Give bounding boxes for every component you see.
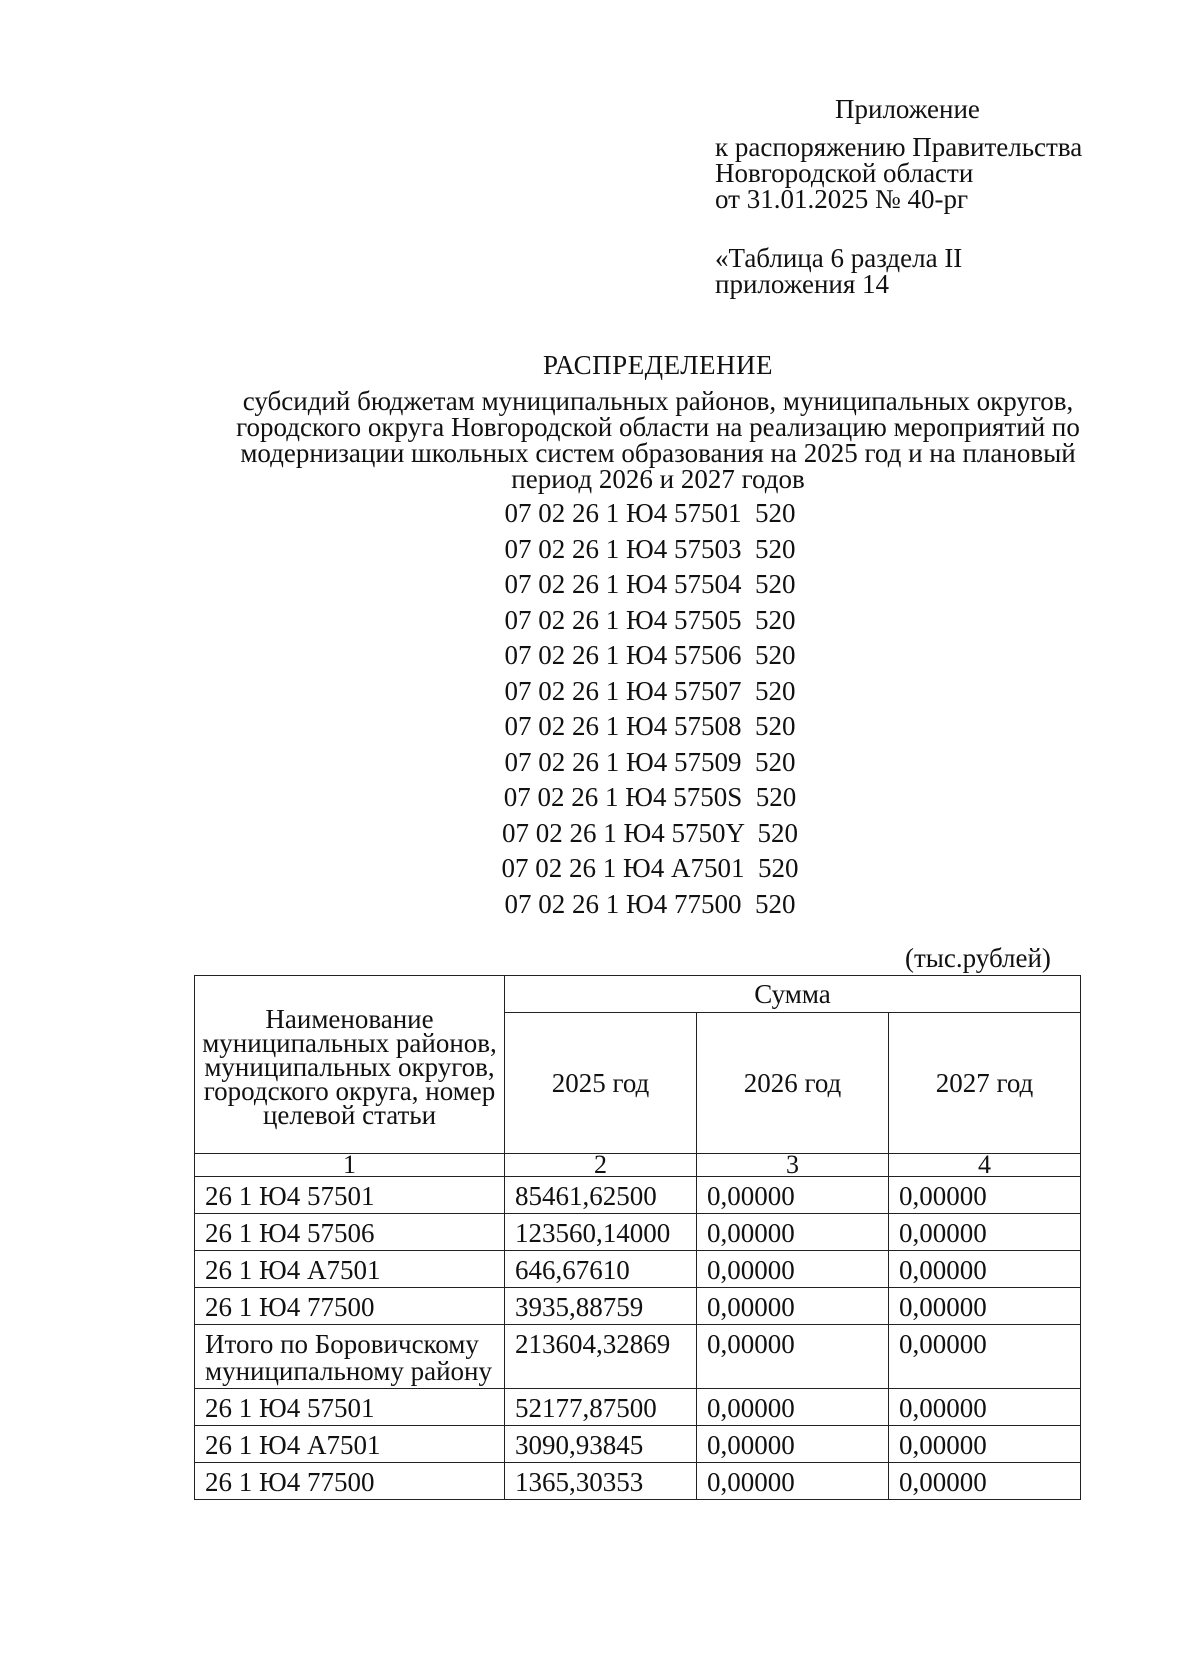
table-reference-line: «Таблица 6 раздела II — [715, 243, 963, 273]
budget-code: 07 02 26 1 Ю4 5750S 520 — [503, 782, 797, 812]
header-year-2026: 2026 год — [697, 1013, 889, 1154]
appendix-block — [715, 96, 1135, 212]
value-2027: 0,00000 — [889, 1426, 1081, 1463]
row-name: 26 1 Ю4 57501 — [195, 1389, 505, 1426]
value-2027: 0,00000 — [889, 1177, 1081, 1214]
row-name: 26 1 Ю4 77500 — [195, 1288, 505, 1325]
table-row — [195, 1251, 1081, 1288]
budget-code: 07 02 26 1 Ю4 77500 520 — [504, 888, 796, 919]
appendix-line: к распоряжению Правительства — [715, 132, 1083, 162]
value-2025: 213604,32869 — [505, 1325, 697, 1389]
column-number: 1 — [195, 1154, 505, 1177]
value-2027: 0,00000 — [889, 1214, 1081, 1251]
value-2025: 123560,14000 — [505, 1214, 697, 1251]
header-year-2025: 2025 год — [505, 1013, 697, 1154]
column-number: 3 — [697, 1154, 889, 1177]
budget-code: 07 02 26 1 Ю4 57505 520 — [504, 604, 796, 635]
header-sum: Сумма — [505, 976, 1081, 1013]
value-2025: 646,67610 — [505, 1251, 697, 1288]
value-2027: 0,00000 — [889, 1325, 1081, 1389]
row-name: 26 1 Ю4 57501 — [195, 1177, 505, 1214]
value-2027: 0,00000 — [889, 1463, 1081, 1500]
row-name: 26 1 Ю4 А7501 — [195, 1426, 505, 1463]
value-2027: 0,00000 — [889, 1288, 1081, 1325]
budget-code: 07 02 26 1 Ю4 А7501 520 — [501, 853, 799, 883]
table-row — [195, 1426, 1081, 1463]
value-2026: 0,00000 — [697, 1177, 889, 1214]
budget-code: 07 02 26 1 Ю4 57508 520 — [504, 711, 796, 741]
budget-code: 07 02 26 1 Ю4 5750Y 520 — [502, 817, 798, 848]
column-number: 2 — [505, 1154, 697, 1177]
value-2026: 0,00000 — [697, 1214, 889, 1251]
value-2027: 0,00000 — [889, 1251, 1081, 1288]
row-name: 26 1 Ю4 А7501 — [195, 1251, 505, 1288]
table-row — [195, 1463, 1081, 1500]
table-row-total — [195, 1325, 1081, 1389]
header-name: Наименование муниципальных районов, муниципальных округов, городского округа, номер целевой статьи — [195, 976, 505, 1154]
row-name: 26 1 Ю4 57506 — [195, 1214, 505, 1251]
row-name: Итого по Боровичскому муниципальному району — [195, 1325, 505, 1389]
value-2025: 85461,62500 — [505, 1177, 697, 1214]
table-reference-line: приложения 14 — [715, 269, 890, 299]
value-2025: 52177,87500 — [505, 1389, 697, 1426]
document-title: РАСПРЕДЕЛЕНИЕ — [542, 350, 774, 380]
table-row — [195, 1177, 1081, 1214]
column-number: 4 — [889, 1154, 1081, 1177]
table-row — [195, 1389, 1081, 1426]
budget-code: 07 02 26 1 Ю4 57503 520 — [504, 533, 796, 564]
budget-code: 07 02 26 1 Ю4 57506 520 — [504, 640, 796, 670]
table-row — [195, 1214, 1081, 1251]
appendix-title: Приложение — [835, 94, 980, 124]
budget-code: 07 02 26 1 Ю4 57509 520 — [504, 746, 796, 777]
value-2026: 0,00000 — [697, 1325, 889, 1389]
value-2025: 1365,30353 — [505, 1463, 697, 1500]
budget-codes-list — [470, 496, 830, 922]
value-2026: 0,00000 — [697, 1463, 889, 1500]
budget-code: 07 02 26 1 Ю4 57501 520 — [504, 498, 796, 528]
table-row — [195, 1288, 1081, 1325]
document-subtitle: субсидий бюджетам муниципальных районов, муниципальных округов, городского округа Новгородской области на реализацию мероприятий по модернизации школьных систем образования на 2025 год и на плановый период 2026 и 2027 годов — [236, 386, 1080, 494]
row-name: 26 1 Ю4 77500 — [195, 1463, 505, 1500]
value-2026: 0,00000 — [697, 1251, 889, 1288]
units-label: (тыс.рублей) — [905, 943, 1051, 973]
value-2026: 0,00000 — [697, 1288, 889, 1325]
value-2026: 0,00000 — [697, 1389, 889, 1426]
table-reference — [715, 245, 962, 297]
header-year-2027: 2027 год — [889, 1013, 1081, 1154]
value-2025: 3935,88759 — [505, 1288, 697, 1325]
appendix-date-line: от 31.01.2025 № 40-рг — [715, 184, 969, 214]
value-2025: 3090,93845 — [505, 1426, 697, 1463]
budget-code: 07 02 26 1 Ю4 57504 520 — [504, 569, 796, 599]
appendix-line: Новгородской области — [715, 158, 974, 188]
value-2027: 0,00000 — [889, 1389, 1081, 1426]
value-2026: 0,00000 — [697, 1426, 889, 1463]
distribution-table — [194, 975, 1081, 1500]
budget-code: 07 02 26 1 Ю4 57507 520 — [504, 675, 796, 706]
